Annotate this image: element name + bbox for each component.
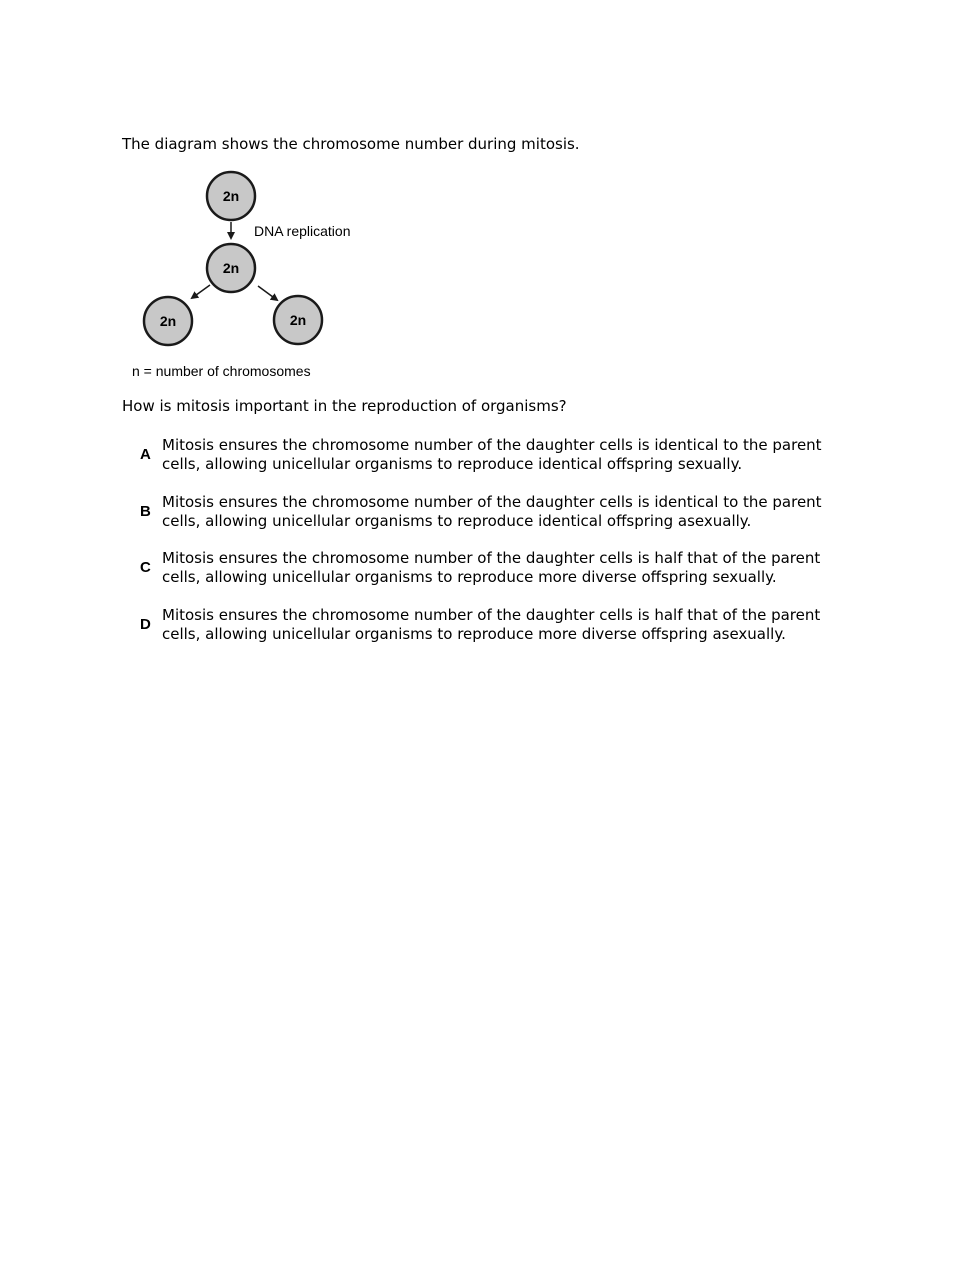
dna-replication-label: DNA replication	[254, 223, 351, 239]
daughter-cell-right-label: 2n	[289, 312, 307, 328]
choice-letter: B	[140, 503, 151, 520]
answer-choice-a[interactable]	[140, 436, 860, 476]
parent-cell-label: 2n	[222, 188, 240, 204]
choice-letter: A	[140, 446, 151, 463]
replicated-cell-label: 2n	[222, 260, 240, 276]
choice-text: Mitosis ensures the chromosome number of the daughter cells is half that of the parent cells, allowing unicellular organisms to reproduce more diverse offspring asexually.	[162, 606, 821, 643]
mitosis-diagram-svg	[130, 168, 390, 358]
replicated-cell	[207, 244, 255, 292]
choice-text: Mitosis ensures the chromosome number of the daughter cells is identical to the parent cells, allowing unicellular organisms to reproduce identical offspring sexually.	[162, 436, 822, 473]
answer-choice-d[interactable]	[140, 606, 860, 646]
answer-choice-c[interactable]	[140, 549, 860, 589]
division-arrow-left	[192, 285, 210, 298]
intro-text: The diagram shows the chromosome number during mitosis.	[122, 135, 580, 153]
choice-text: Mitosis ensures the chromosome number of the daughter cells is half that of the parent cells, allowing unicellular organisms to reproduce more diverse offspring sexually.	[162, 549, 821, 586]
question-text: How is mitosis important in the reproduction of organisms?	[122, 397, 567, 415]
daughter-cell-left	[144, 297, 192, 345]
division-arrow-right	[258, 286, 277, 300]
mitosis-diagram	[130, 168, 390, 358]
daughter-cell-left-label: 2n	[159, 313, 177, 329]
answer-choice-b[interactable]	[140, 493, 860, 533]
legend-text: n = number of chromosomes	[132, 363, 311, 379]
choice-letter: C	[140, 559, 151, 576]
parent-cell	[207, 172, 255, 220]
choice-letter: D	[140, 616, 151, 633]
daughter-cell-right	[274, 296, 322, 344]
choice-text: Mitosis ensures the chromosome number of the daughter cells is identical to the parent cells, allowing unicellular organisms to reproduce identical offspring asexually.	[162, 493, 822, 530]
